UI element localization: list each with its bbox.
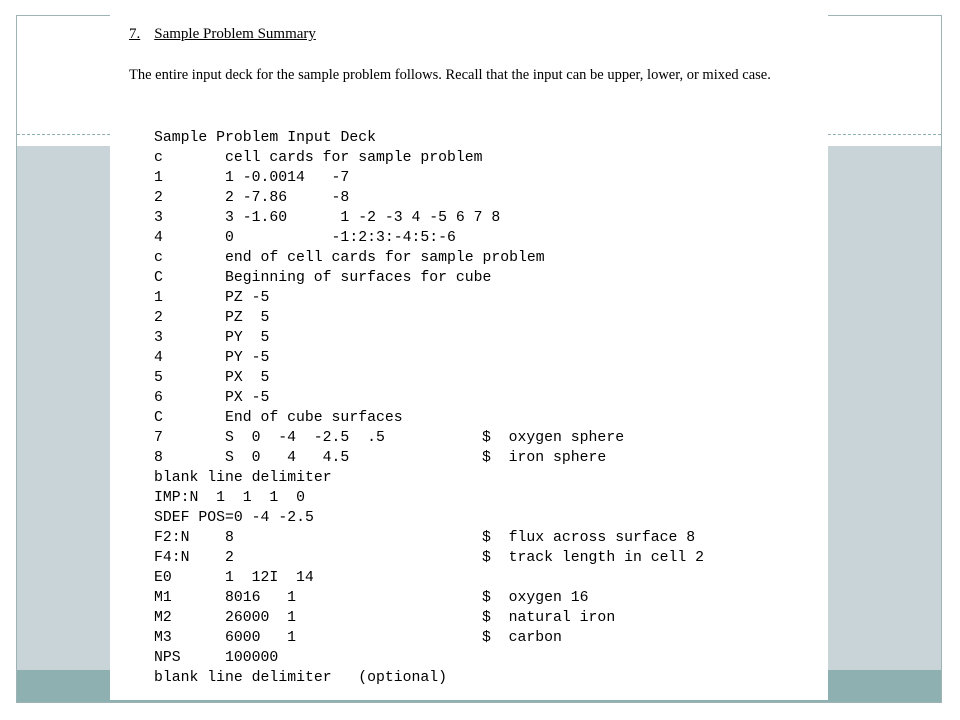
deck-line <box>154 348 814 368</box>
deck-line <box>154 188 814 208</box>
intro-paragraph: The entire input deck for the sample problem follows. Recall that the input can be upper, lower, or mixed case. <box>129 67 771 83</box>
deck-card-value: 1 -0.0014 -7 <box>225 170 350 186</box>
section-heading <box>129 26 316 43</box>
deck-card-id: 5 <box>154 370 163 386</box>
deck-line <box>154 208 814 228</box>
deck-line <box>154 428 814 448</box>
deck-card-id: IMP:N 1 1 1 0 <box>154 490 305 506</box>
deck-card-value: 26000 1 <box>225 610 297 626</box>
deck-card-id: M3 <box>154 630 172 646</box>
deck-card-id: 4 <box>154 350 163 366</box>
deck-card-id: F2:N <box>154 530 190 546</box>
deck-line <box>154 468 814 488</box>
deck-card-id: blank line delimiter <box>154 470 332 486</box>
deck-card-id: C <box>154 270 163 286</box>
deck-card-id: blank line delimiter (optional) <box>154 670 448 686</box>
deck-line <box>154 528 814 548</box>
deck-card-value: 1 12I 14 <box>225 570 314 586</box>
deck-card-id: M1 <box>154 590 172 606</box>
deck-card-comment: $ oxygen sphere <box>482 430 625 446</box>
deck-card-id: 6 <box>154 390 163 406</box>
deck-line <box>154 228 814 248</box>
deck-title: Sample Problem Input Deck <box>154 130 376 146</box>
deck-card-value: PY 5 <box>225 330 270 346</box>
deck-line <box>154 508 814 528</box>
deck-line <box>154 168 814 188</box>
deck-card-id: NPS <box>154 650 181 666</box>
deck-line <box>154 328 814 348</box>
deck-card-id: C <box>154 410 163 426</box>
deck-card-id: 8 <box>154 450 163 466</box>
deck-card-value: 6000 1 <box>225 630 297 646</box>
deck-card-value: 8016 1 <box>225 590 297 606</box>
deck-card-value: PZ 5 <box>225 310 270 326</box>
deck-card-id: SDEF POS=0 -4 -2.5 <box>154 510 314 526</box>
deck-card-value: End of cube surfaces <box>225 410 403 426</box>
deck-line <box>154 588 814 608</box>
deck-line <box>154 368 814 388</box>
deck-card-id: E0 <box>154 570 172 586</box>
deck-card-id: 3 <box>154 210 163 226</box>
deck-line <box>154 268 814 288</box>
deck-line <box>154 288 814 308</box>
deck-card-value: 8 <box>225 530 234 546</box>
deck-card-comment: $ natural iron <box>482 610 616 626</box>
deck-card-comment: $ track length in cell 2 <box>482 550 704 566</box>
deck-card-value: PZ -5 <box>225 290 270 306</box>
deck-card-id: 2 <box>154 310 163 326</box>
deck-card-comment: $ iron sphere <box>482 450 607 466</box>
deck-card-id: 4 <box>154 230 163 246</box>
deck-line <box>154 388 814 408</box>
deck-card-value: 2 <box>225 550 234 566</box>
deck-line <box>154 668 814 688</box>
section-number: 7. <box>129 26 141 42</box>
deck-line <box>154 608 814 628</box>
section-title: Sample Problem Summary <box>154 26 316 42</box>
deck-card-value: PX -5 <box>225 390 270 406</box>
deck-line <box>154 548 814 568</box>
input-deck <box>154 128 814 688</box>
deck-line <box>154 308 814 328</box>
deck-card-value: PY -5 <box>225 350 270 366</box>
deck-card-id: 7 <box>154 430 163 446</box>
document-page <box>110 14 828 700</box>
deck-card-value: 3 -1.60 1 -2 -3 4 -5 6 7 8 <box>225 210 501 226</box>
deck-line <box>154 628 814 648</box>
deck-card-id: 2 <box>154 190 163 206</box>
deck-card-value: S 0 4 4.5 <box>225 450 350 466</box>
deck-card-value: Beginning of surfaces for cube <box>225 270 492 286</box>
deck-card-id: M2 <box>154 610 172 626</box>
deck-card-id: 3 <box>154 330 163 346</box>
deck-card-value: PX 5 <box>225 370 270 386</box>
deck-card-value: end of cell cards for sample problem <box>225 250 545 266</box>
deck-card-id: 1 <box>154 170 163 186</box>
deck-line <box>154 408 814 428</box>
deck-card-comment: $ oxygen 16 <box>482 590 589 606</box>
deck-card-id: c <box>154 150 163 166</box>
deck-line <box>154 248 814 268</box>
deck-card-value: 100000 <box>225 650 279 666</box>
deck-card-value: S 0 -4 -2.5 .5 <box>225 430 385 446</box>
deck-card-id: F4:N <box>154 550 190 566</box>
deck-card-id: 1 <box>154 290 163 306</box>
deck-line <box>154 648 814 668</box>
deck-card-value: 0 -1:2:3:-4:5:-6 <box>225 230 456 246</box>
deck-line <box>154 568 814 588</box>
deck-card-comment: $ carbon <box>482 630 562 646</box>
deck-line <box>154 448 814 468</box>
deck-card-comment: $ flux across surface 8 <box>482 530 696 546</box>
deck-line <box>154 148 814 168</box>
deck-card-value: 2 -7.86 -8 <box>225 190 350 206</box>
deck-line <box>154 488 814 508</box>
deck-card-id: c <box>154 250 163 266</box>
deck-card-value: cell cards for sample problem <box>225 150 483 166</box>
